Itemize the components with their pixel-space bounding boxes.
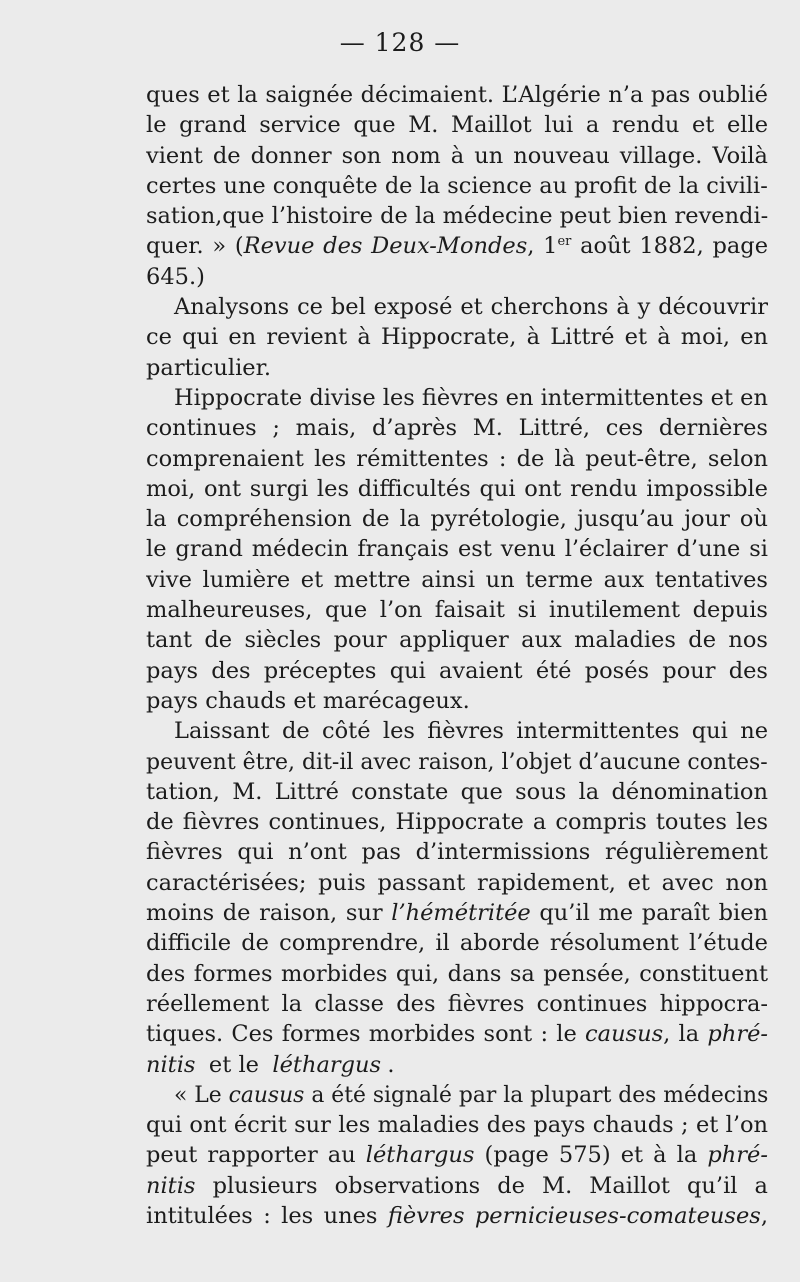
text-line: fièvres qui n’ont pas d’intermissions régulièrement	[146, 839, 768, 866]
text-line: peuvent être, dit-il avec raison, l’objet d’aucune contes-	[146, 748, 768, 775]
text-line: sation,que l’histoire de la médecine peut bien revendi-	[146, 203, 768, 230]
text-line: réellement la classe des fièvres continues hippocra-	[146, 990, 768, 1017]
text-line: caractérisées; puis passant rapidement, et avec non	[146, 869, 768, 896]
text-line: moi, ont surgi les difficultés qui ont rendu impossible	[146, 475, 768, 502]
text-line: le grand service que M. Maillot lui a rendu et elle	[146, 112, 768, 139]
text-line: vient de donner son nom à un nouveau village. Voilà	[146, 142, 768, 169]
text-line: tiques. Ces formes morbides sont : le causus, la phré-	[146, 1021, 768, 1048]
text-line: qui ont écrit sur les maladies des pays chauds ; et l’on	[146, 1112, 768, 1139]
text-line: difficile de comprendre, il aborde résolument l’étude	[146, 930, 768, 957]
text-line: quer. » (Revue des Deux-Mondes, 1er août 1882, page	[146, 233, 768, 260]
paragraph-first-line: Hippocrate divise les fièvres en intermittentes et en	[174, 384, 768, 411]
text-line: certes une conquête de la science au profit de la civili-	[146, 172, 768, 199]
text-line: la compréhension de la pyrétologie, jusqu’au jour où	[146, 506, 768, 533]
text-line: particulier.	[146, 354, 272, 381]
text-line: continues ; mais, d’après M. Littré, ces dernières	[146, 415, 768, 442]
body-text	[146, 80, 768, 1231]
text-line: pays des préceptes qui avaient été posés pour des	[146, 657, 768, 684]
text-line: peut rapporter au léthargus (page 575) et à la phré-	[146, 1142, 768, 1169]
text-line: nitis plusieurs observations de M. Maillot qu’il a	[146, 1172, 768, 1199]
text-line: intitulées : les unes fièvres pernicieuses-comateuses,	[146, 1202, 768, 1229]
text-line: tation, M. Littré constate que sous la dénomination	[146, 778, 768, 805]
paragraph-first-line: « Le causus a été signalé par la plupart des médecins	[174, 1081, 768, 1108]
text-line: moins de raison, sur l’hémétritée qu’il me paraît bien	[146, 900, 768, 927]
text-line: ques et la saignée décimaient. L’Algérie n’a pas oublié	[146, 82, 768, 108]
text-line: 645.)	[146, 263, 205, 290]
text-line: tant de siècles pour appliquer aux maladies de nos	[146, 627, 768, 654]
paragraph-first-line: Laissant de côté les fièvres intermittentes qui ne	[174, 718, 768, 745]
text-line: le grand médecin français est venu l’éclairer d’une si	[146, 536, 768, 563]
text-line: nitis et le léthargus .	[146, 1051, 395, 1078]
page-number: — 128 —	[339, 28, 461, 57]
text-line: vive lumière et mettre ainsi un terme aux tentatives	[146, 566, 768, 593]
paragraph-first-line: Analysons ce bel exposé et cherchons à y découvrir	[174, 294, 768, 321]
text-line: de fièvres continues, Hippocrate a compris toutes les	[146, 809, 768, 836]
text-line: comprenaient les rémittentes : de là peut-être, selon	[146, 445, 768, 472]
text-line: ce qui en revient à Hippocrate, à Littré et à moi, en	[146, 324, 768, 351]
text-line: malheureuses, que l’on faisait si inutilement depuis	[146, 597, 768, 624]
text-line: des formes morbides qui, dans sa pensée, constituent	[146, 960, 768, 987]
text-line: pays chauds et marécageux.	[146, 687, 470, 714]
